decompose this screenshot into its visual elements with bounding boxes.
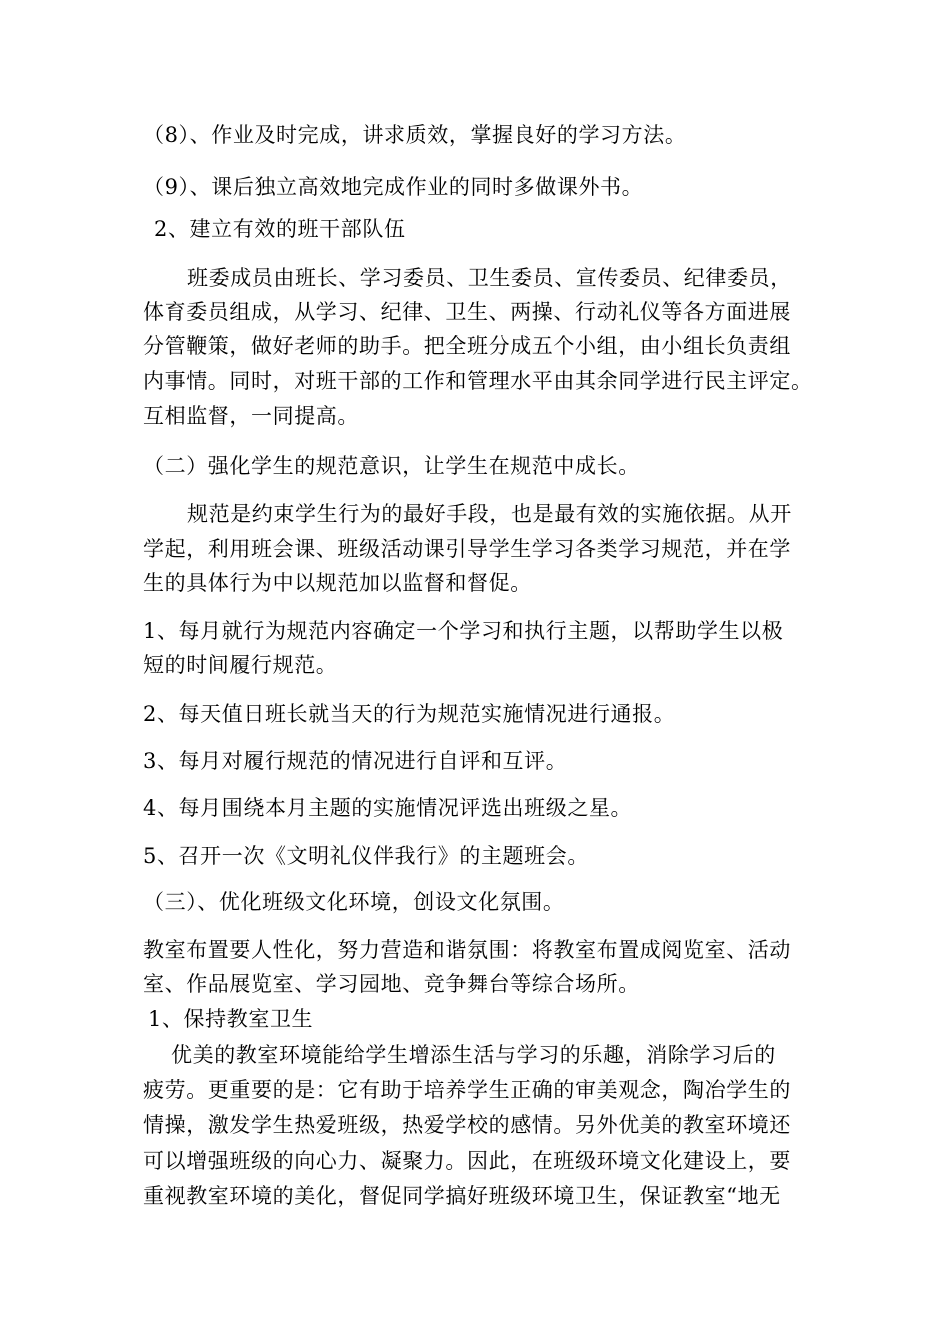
text-line: 分管鞭策，做好老师的助手。把全班分成五个小组，由小组长负责组: [143, 334, 791, 358]
text-line: 5、召开一次《文明礼仪伴我行》的主题班会。: [143, 844, 589, 868]
text-line: 生的具体行为中以规范加以监督和督促。: [143, 571, 532, 595]
section-heading: 1、保持教室卫生: [148, 1007, 314, 1031]
text-line: 1、每月就行为规范内容确定一个学习和执行主题，以帮助学生以极: [143, 619, 784, 643]
text-line: 室、作品展览室、学习园地、竞争舞台等综合场所。: [143, 972, 640, 996]
text-line: （8）、作业及时完成，讲求质效，掌握良好的学习方法。: [143, 123, 687, 147]
text-line: 3、每月对履行规范的情况进行自评和互评。: [143, 749, 568, 773]
text-line: 体育委员组成，从学习、纪律、卫生、两操、行动礼仪等各方面进展: [143, 300, 791, 324]
text-line: 互相监督，一同提高。: [143, 404, 359, 428]
text-line: 学起，利用班会课、班级活动课引导学生学习各类学习规范，并在学: [143, 537, 791, 561]
text-line: （9）、课后独立高效地完成作业的同时多做课外书。: [143, 175, 644, 199]
section-heading: （二）强化学生的规范意识，让学生在规范中成长。: [143, 454, 640, 478]
text-line: 4、每月围绕本月主题的实施情况评选出班级之星。: [143, 796, 633, 820]
text-line: 情操，激发学生热爱班级，热爱学校的感情。另外优美的教室环境还: [143, 1113, 791, 1137]
text-line: 教室布置要人性化，努力营造和谐氛围：将教室布置成阅览室、活动: [143, 938, 791, 962]
text-line: 短的时间履行规范。: [143, 653, 338, 677]
text-line: 疲劳。更重要的是：它有助于培养学生正确的审美观念，陶冶学生的: [143, 1078, 791, 1102]
text-line: 重视教室环境的美化，督促同学搞好班级环境卫生，保证教室“地无: [143, 1184, 781, 1208]
text-line: 优美的教室环境能给学生增添生活与学习的乐趣，消除学习后的: [171, 1043, 776, 1067]
text-line: 可以增强班级的向心力、凝聚力。因此，在班级环境文化建设上，要: [143, 1149, 791, 1173]
text-line: 规范是约束学生行为的最好手段，也是最有效的实施依据。从开: [187, 502, 792, 526]
section-heading: （三）、优化班级文化环境，创设文化氛围。: [143, 890, 565, 914]
section-heading: 2、建立有效的班干部队伍: [154, 217, 406, 241]
text-line: 2、每天值日班长就当天的行为规范实施情况进行通报。: [143, 702, 676, 726]
text-line: 班委成员由班长、学习委员、卫生委员、宣传委员、纪律委员，: [187, 266, 792, 290]
text-line: 内事情。同时，对班干部的工作和管理水平由其余同学进行民主评定。: [143, 369, 813, 393]
